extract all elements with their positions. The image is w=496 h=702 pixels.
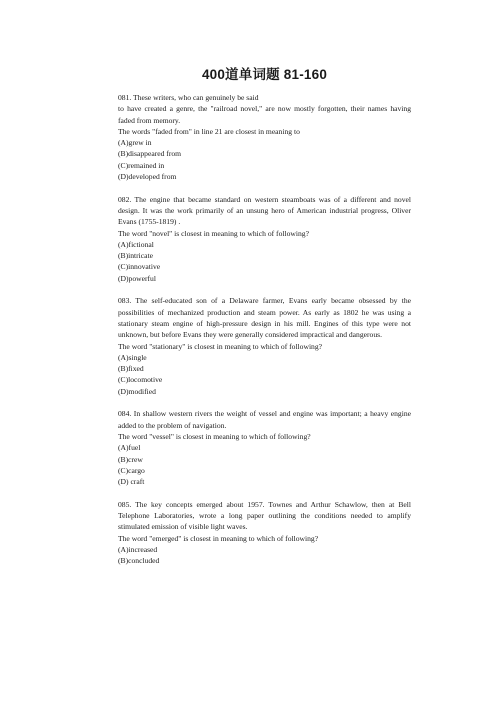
option-a: (A)increased	[118, 544, 158, 554]
option-b: (B)crew	[118, 454, 143, 464]
option-c: (C)innovative	[118, 262, 161, 272]
question-prompt: The word "vessel" is closest in meaning to which of following?	[118, 431, 311, 441]
question-083	[118, 295, 411, 397]
question-prompt: The word "novel" is closest in meaning to which of following?	[118, 228, 309, 238]
passage: 083. The self-educated son of a Delaware farmer, Evans early became obsessed by the possibilities of mechanized production and steam power. As early as 1802 he was using a stationary steam engine of high-pressure design in his mill. Engines of this type were not unknown, but before Evans they were generally considered impractical and dangerous.	[118, 296, 411, 340]
question-082	[118, 194, 411, 284]
option-a: (A)grew in	[118, 138, 152, 148]
page-title: 400道单词题 81-160	[201, 67, 328, 82]
option-a: (A)single	[118, 352, 147, 362]
option-b: (B)disappeared from	[118, 149, 182, 159]
option-d: (D)developed from	[118, 172, 177, 182]
passage: 085. The key concepts emerged about 1957. Townes and Arthur Schawlow, then at Bell Telephone Laboratories, wrote a long paper outlining the conditions needed to amplify stimulated emission of visible light waves.	[118, 499, 411, 532]
option-d: (D) craft	[118, 477, 145, 487]
option-c: (C)remained in	[118, 160, 165, 170]
option-a: (A)fuel	[118, 443, 141, 453]
question-084	[118, 408, 411, 487]
question-prompt: The word "stationary" is closest in meaning to which of following?	[118, 341, 323, 351]
question-prompt: The word "emerged" is closest in meaning to which of following?	[118, 533, 319, 543]
question-prompt: The words "faded from" in line 21 are closest in meaning to	[118, 126, 300, 136]
option-d: (D)modified	[118, 386, 156, 396]
passage-line: to have created a genre, the "railroad novel," are now mostly forgotten, their names having faded from memory.	[118, 104, 411, 125]
passage: 082. The engine that became standard on western steamboats was of a different and novel design. It was the work primarily of an unsung hero of American industrial progress, Oliver Evans (1755-1819) .	[118, 194, 411, 227]
question-081	[118, 92, 411, 182]
option-c: (C)locomotive	[118, 375, 163, 385]
question-085	[118, 499, 411, 567]
passage-line: 081. These writers, who can genuinely be said	[118, 93, 259, 102]
option-b: (B)concluded	[118, 556, 160, 566]
option-b: (B)fixed	[118, 364, 144, 374]
option-a: (A)fictional	[118, 239, 154, 249]
option-b: (B)intricate	[118, 251, 153, 261]
passage: 084. In shallow western rivers the weight of vessel and engine was important; a heavy engine added to the problem of navigation.	[118, 409, 411, 430]
option-c: (C)cargo	[118, 465, 145, 475]
option-d: (D)powerful	[118, 273, 156, 283]
